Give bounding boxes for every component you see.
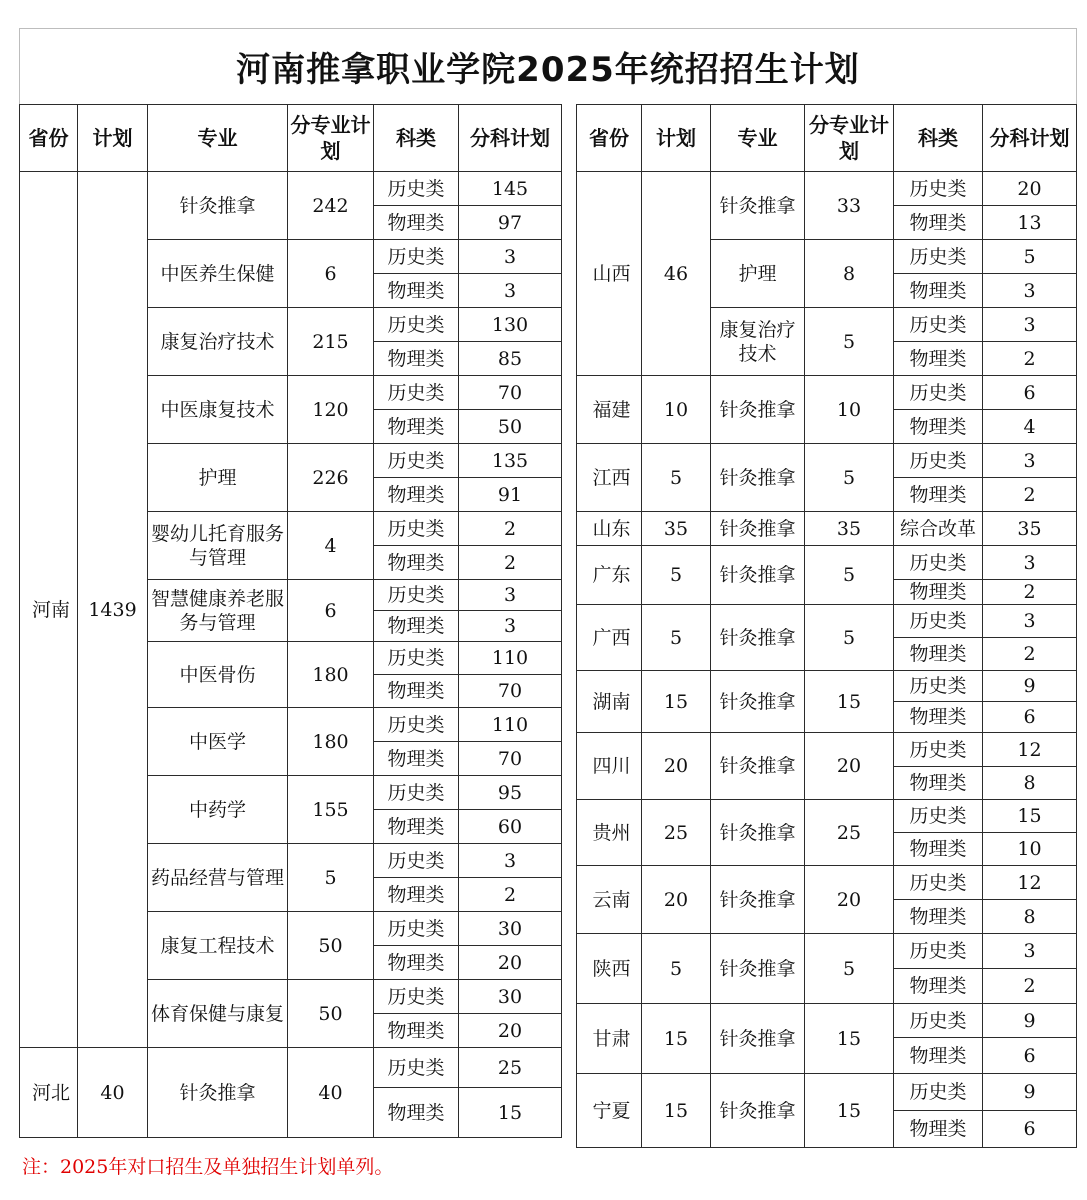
category-cell: 历史类 (894, 671, 983, 702)
major-plan-cell: 180 (288, 642, 374, 708)
major-plan-cell: 4 (288, 512, 374, 580)
category-cell: 历史类 (894, 866, 983, 900)
category-plan-cell: 3 (459, 274, 562, 308)
province-cell: 河北 (20, 1048, 78, 1138)
category-plan-cell: 6 (983, 1111, 1077, 1148)
major-plan-cell: 15 (805, 1004, 894, 1074)
category-cell: 物理类 (374, 342, 459, 376)
category-cell: 物理类 (374, 546, 459, 580)
header-province: 省份 (20, 105, 78, 172)
province-total-cell: 1439 (78, 172, 148, 1048)
province-cell: 山东 (577, 512, 642, 546)
category-cell: 历史类 (374, 1048, 459, 1088)
category-plan-cell: 9 (983, 671, 1077, 702)
major-cell: 康复工程技术 (148, 912, 288, 980)
major-plan-cell: 5 (805, 546, 894, 605)
major-plan-cell: 5 (288, 844, 374, 912)
major-cell: 针灸推拿 (711, 376, 805, 444)
category-cell: 物理类 (894, 969, 983, 1004)
category-cell: 历史类 (374, 444, 459, 478)
province-total-cell: 46 (642, 172, 711, 376)
table-row (20, 172, 562, 206)
category-plan-cell: 3 (983, 934, 1077, 969)
category-plan-cell: 20 (459, 1014, 562, 1048)
major-cell: 针灸推拿 (148, 172, 288, 240)
header-major-plan: 分专业计划 (805, 105, 894, 172)
category-cell: 历史类 (374, 308, 459, 342)
major-cell: 婴幼儿托育服务与管理 (148, 512, 288, 580)
category-plan-cell: 10 (983, 833, 1077, 866)
category-plan-cell: 60 (459, 810, 562, 844)
major-plan-cell: 242 (288, 172, 374, 240)
province-cell: 贵州 (577, 800, 642, 866)
category-cell: 历史类 (374, 708, 459, 742)
province-cell: 河南 (20, 172, 78, 1048)
category-plan-cell: 50 (459, 410, 562, 444)
category-plan-cell: 70 (459, 376, 562, 410)
category-plan-cell: 70 (459, 742, 562, 776)
category-cell: 物理类 (894, 900, 983, 934)
province-cell: 甘肃 (577, 1004, 642, 1074)
category-cell: 物理类 (894, 1038, 983, 1074)
province-total-cell: 5 (642, 444, 711, 512)
category-cell: 历史类 (374, 376, 459, 410)
header-category-plan: 分科计划 (983, 105, 1077, 172)
category-plan-cell: 70 (459, 675, 562, 708)
major-cell: 针灸推拿 (711, 1004, 805, 1074)
header-major-plan: 分专业计划 (288, 105, 374, 172)
province-cell: 四川 (577, 733, 642, 800)
major-plan-cell: 120 (288, 376, 374, 444)
category-plan-cell: 3 (983, 605, 1077, 638)
category-plan-cell: 3 (459, 844, 562, 878)
major-cell: 针灸推拿 (711, 733, 805, 800)
category-cell: 历史类 (894, 1004, 983, 1038)
header-row (20, 105, 562, 172)
category-plan-cell: 97 (459, 206, 562, 240)
category-plan-cell: 2 (459, 546, 562, 580)
category-cell: 历史类 (894, 308, 983, 342)
major-plan-cell: 5 (805, 605, 894, 671)
category-cell: 物理类 (894, 638, 983, 671)
major-cell: 中医骨伤 (148, 642, 288, 708)
category-plan-cell: 3 (983, 274, 1077, 308)
province-cell: 江西 (577, 444, 642, 512)
category-cell: 物理类 (894, 767, 983, 800)
category-plan-cell: 3 (459, 580, 562, 611)
major-plan-cell: 5 (805, 444, 894, 512)
province-total-cell: 15 (642, 1004, 711, 1074)
category-cell: 物理类 (894, 580, 983, 605)
major-cell: 针灸推拿 (711, 605, 805, 671)
table-row (577, 376, 1077, 410)
category-cell: 物理类 (374, 1014, 459, 1048)
category-cell: 物理类 (374, 946, 459, 980)
province-total-cell: 35 (642, 512, 711, 546)
category-plan-cell: 2 (983, 969, 1077, 1004)
major-cell: 针灸推拿 (711, 671, 805, 733)
major-plan-cell: 50 (288, 912, 374, 980)
category-plan-cell: 145 (459, 172, 562, 206)
category-plan-cell: 2 (983, 638, 1077, 671)
category-cell: 历史类 (894, 376, 983, 410)
category-plan-cell: 3 (983, 444, 1077, 478)
major-plan-cell: 8 (805, 240, 894, 308)
category-plan-cell: 2 (983, 342, 1077, 376)
major-cell: 智慧健康养老服务与管理 (148, 580, 288, 642)
category-plan-cell: 12 (983, 866, 1077, 900)
category-plan-cell: 13 (983, 206, 1077, 240)
category-plan-cell: 3 (983, 308, 1077, 342)
category-cell: 物理类 (374, 274, 459, 308)
major-plan-cell: 40 (288, 1048, 374, 1138)
table-row (577, 733, 1077, 767)
major-cell: 针灸推拿 (148, 1048, 288, 1138)
table-row (577, 1074, 1077, 1111)
major-cell: 针灸推拿 (711, 546, 805, 605)
province-total-cell: 15 (642, 671, 711, 733)
category-cell: 物理类 (374, 611, 459, 642)
table-row (577, 671, 1077, 702)
category-cell: 历史类 (894, 1074, 983, 1111)
major-cell: 康复治疗技术 (711, 308, 805, 376)
category-cell: 历史类 (374, 512, 459, 546)
category-cell: 物理类 (894, 206, 983, 240)
category-plan-cell: 5 (983, 240, 1077, 274)
category-plan-cell: 6 (983, 1038, 1077, 1074)
major-cell: 护理 (148, 444, 288, 512)
table-row (577, 512, 1077, 546)
category-cell: 历史类 (894, 546, 983, 580)
major-cell: 中医康复技术 (148, 376, 288, 444)
category-plan-cell: 95 (459, 776, 562, 810)
category-plan-cell: 2 (459, 878, 562, 912)
header-total-plan: 计划 (642, 105, 711, 172)
category-cell: 历史类 (894, 800, 983, 833)
category-cell: 历史类 (374, 642, 459, 675)
page-title: 河南推拿职业学院2025年统招招生计划 (236, 49, 860, 90)
category-cell: 历史类 (374, 980, 459, 1014)
header-major: 专业 (711, 105, 805, 172)
footnote: 注：2025年对口招生及单独招生计划单列。 (22, 1156, 394, 1178)
major-cell: 中药学 (148, 776, 288, 844)
province-cell: 山西 (577, 172, 642, 376)
major-cell: 针灸推拿 (711, 444, 805, 512)
category-cell: 物理类 (374, 478, 459, 512)
left-plan-table (19, 104, 562, 1138)
category-cell: 历史类 (374, 912, 459, 946)
header-category: 科类 (374, 105, 459, 172)
province-cell: 湖南 (577, 671, 642, 733)
category-cell: 历史类 (894, 444, 983, 478)
right-plan-table (576, 104, 1077, 1148)
province-total-cell: 5 (642, 546, 711, 605)
header-category-plan: 分科计划 (459, 105, 562, 172)
category-cell: 历史类 (894, 733, 983, 767)
category-cell: 物理类 (374, 742, 459, 776)
major-plan-cell: 50 (288, 980, 374, 1048)
category-cell: 历史类 (894, 172, 983, 206)
category-cell: 物理类 (374, 675, 459, 708)
category-plan-cell: 6 (983, 376, 1077, 410)
category-plan-cell: 30 (459, 912, 562, 946)
category-cell: 历史类 (374, 844, 459, 878)
category-plan-cell: 35 (983, 512, 1077, 546)
category-plan-cell: 91 (459, 478, 562, 512)
category-plan-cell: 85 (459, 342, 562, 376)
table-row (577, 444, 1077, 478)
category-plan-cell: 15 (983, 800, 1077, 833)
category-plan-cell: 110 (459, 708, 562, 742)
header-province: 省份 (577, 105, 642, 172)
category-plan-cell: 8 (983, 767, 1077, 800)
major-plan-cell: 215 (288, 308, 374, 376)
category-plan-cell: 20 (983, 172, 1077, 206)
province-cell: 福建 (577, 376, 642, 444)
category-cell: 物理类 (374, 810, 459, 844)
category-cell: 物理类 (894, 478, 983, 512)
header-category: 科类 (894, 105, 983, 172)
major-cell: 体育保健与康复 (148, 980, 288, 1048)
province-cell: 广东 (577, 546, 642, 605)
category-cell: 物理类 (894, 274, 983, 308)
table-row (577, 605, 1077, 638)
category-plan-cell: 12 (983, 733, 1077, 767)
category-cell: 历史类 (894, 934, 983, 969)
category-plan-cell: 8 (983, 900, 1077, 934)
province-total-cell: 20 (642, 866, 711, 934)
category-plan-cell: 15 (459, 1088, 562, 1138)
table-row (577, 1004, 1077, 1038)
major-plan-cell: 25 (805, 800, 894, 866)
major-plan-cell: 6 (288, 580, 374, 642)
category-cell: 物理类 (894, 342, 983, 376)
province-cell: 宁夏 (577, 1074, 642, 1148)
province-cell: 广西 (577, 605, 642, 671)
province-cell: 云南 (577, 866, 642, 934)
province-total-cell: 5 (642, 934, 711, 1004)
category-plan-cell: 2 (459, 512, 562, 546)
category-plan-cell: 110 (459, 642, 562, 675)
header-row (577, 105, 1077, 172)
category-plan-cell: 30 (459, 980, 562, 1014)
province-total-cell: 25 (642, 800, 711, 866)
province-total-cell: 5 (642, 605, 711, 671)
category-plan-cell: 9 (983, 1004, 1077, 1038)
table-row (577, 934, 1077, 969)
category-plan-cell: 135 (459, 444, 562, 478)
major-plan-cell: 5 (805, 934, 894, 1004)
major-cell: 针灸推拿 (711, 512, 805, 546)
category-plan-cell: 6 (983, 702, 1077, 733)
category-plan-cell: 3 (983, 546, 1077, 580)
province-total-cell: 40 (78, 1048, 148, 1138)
major-plan-cell: 33 (805, 172, 894, 240)
category-cell: 历史类 (894, 240, 983, 274)
category-cell: 物理类 (894, 833, 983, 866)
table-row (577, 866, 1077, 900)
major-plan-cell: 226 (288, 444, 374, 512)
category-cell: 历史类 (894, 605, 983, 638)
major-cell: 针灸推拿 (711, 800, 805, 866)
category-cell: 物理类 (894, 410, 983, 444)
major-cell: 药品经营与管理 (148, 844, 288, 912)
category-plan-cell: 130 (459, 308, 562, 342)
major-plan-cell: 6 (288, 240, 374, 308)
category-cell: 历史类 (374, 776, 459, 810)
category-plan-cell: 9 (983, 1074, 1077, 1111)
category-plan-cell: 25 (459, 1048, 562, 1088)
category-cell: 物理类 (374, 206, 459, 240)
category-cell: 物理类 (894, 1111, 983, 1148)
category-cell: 物理类 (374, 878, 459, 912)
category-cell: 物理类 (894, 702, 983, 733)
major-plan-cell: 35 (805, 512, 894, 546)
table-row (577, 800, 1077, 833)
header-major: 专业 (148, 105, 288, 172)
major-cell: 针灸推拿 (711, 934, 805, 1004)
table-row (20, 1048, 562, 1088)
category-plan-cell: 3 (459, 611, 562, 642)
major-cell: 中医养生保健 (148, 240, 288, 308)
category-cell: 物理类 (374, 410, 459, 444)
table-row (577, 172, 1077, 206)
category-plan-cell: 2 (983, 580, 1077, 605)
category-plan-cell: 20 (459, 946, 562, 980)
major-plan-cell: 155 (288, 776, 374, 844)
major-plan-cell: 15 (805, 671, 894, 733)
category-cell: 历史类 (374, 240, 459, 274)
major-cell: 护理 (711, 240, 805, 308)
major-cell: 中医学 (148, 708, 288, 776)
category-plan-cell: 2 (983, 478, 1077, 512)
category-cell: 历史类 (374, 580, 459, 611)
category-cell: 物理类 (374, 1088, 459, 1138)
category-plan-cell: 4 (983, 410, 1077, 444)
province-total-cell: 20 (642, 733, 711, 800)
province-cell: 陕西 (577, 934, 642, 1004)
category-plan-cell: 3 (459, 240, 562, 274)
major-plan-cell: 10 (805, 376, 894, 444)
province-total-cell: 10 (642, 376, 711, 444)
major-plan-cell: 5 (805, 308, 894, 376)
header-total-plan: 计划 (78, 105, 148, 172)
major-cell: 康复治疗技术 (148, 308, 288, 376)
category-cell: 历史类 (374, 172, 459, 206)
major-cell: 针灸推拿 (711, 866, 805, 934)
table-row (577, 546, 1077, 580)
major-plan-cell: 20 (805, 866, 894, 934)
major-plan-cell: 15 (805, 1074, 894, 1148)
major-cell: 针灸推拿 (711, 172, 805, 240)
major-plan-cell: 180 (288, 708, 374, 776)
major-plan-cell: 20 (805, 733, 894, 800)
major-cell: 针灸推拿 (711, 1074, 805, 1148)
province-total-cell: 15 (642, 1074, 711, 1148)
category-cell: 综合改革 (894, 512, 983, 546)
